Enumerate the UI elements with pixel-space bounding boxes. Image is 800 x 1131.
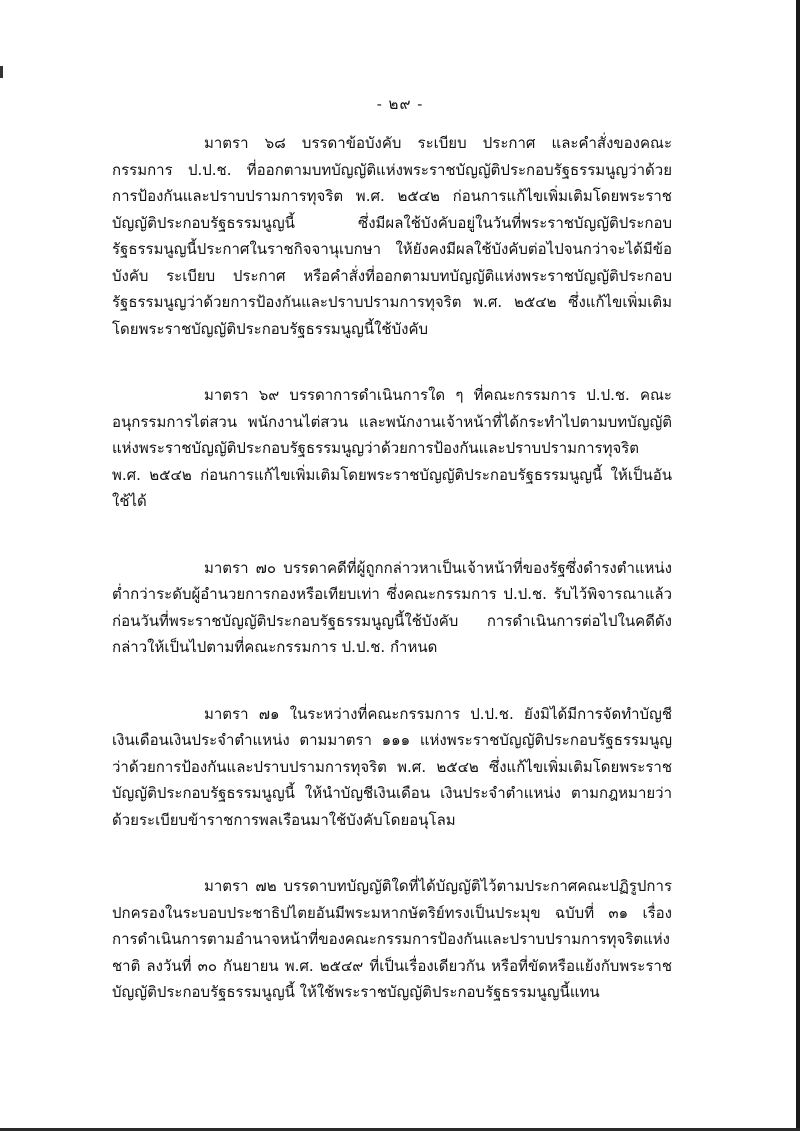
section-68: มาตรา ๖๘ บรรดาข้อบังคับ ระเบียบ ประกาศ และคำสั่งของคณะกรรมการ ป.ป.ช. ที่ออกตามบทบัญญัติแห่งพระราชบัญญัติประกอบรัฐธรรมนูญว่าด้วยการป้องกันและปราบปรามการทุจริต พ.ศ. ๒๕๔๒ ก่อนการแก้ไขเพิ่มเติมโดยพระราชบัญญัติประกอบรัฐธรรมนูญนี้ ซึ่งมีผลใช้บังคับอยู่ในวันที่พระราชบัญญัติประกอบรัฐธรรมนูญนี้ประกาศในราชกิจจานุเบกษา ให้ยังคงมีผลใช้บังคับต่อไปจนกว่าจะได้มีข้อบังคับ ระเบียบ ประกาศ หรือคำสั่งที่ออกตามบทบัญญัติแห่งพระราชบัญญัติประกอบรัฐธรรมนูญว่าด้วยการป้องกันและปราบปรามการทุจริต พ.ศ. ๒๕๔๒ ซึ่งแก้ไขเพิ่มเติมโดยพระราชบัญญัติประกอบรัฐธรรมนูญนี้ใช้บังคับ (112, 134, 672, 338)
section-69: มาตรา ๖๙ บรรดาการดำเนินการใด ๆ ที่คณะกรรมการ ป.ป.ช. คณะอนุกรรมการไต่สวน พนักงานไต่สวน และพนักงานเจ้าหน้าที่ได้กระทำไปตามบทบัญญัติแห่งพระราชบัญญัติประกอบรัฐธรรมนูญว่าด้วยการป้องกันและปราบปรามการทุจริต พ.ศ. ๒๕๔๒ ก่อนการแก้ไขเพิ่มเติมโดยพระราชบัญญัติประกอบรัฐธรรมนูญนี้ ให้เป็นอันใช้ได้ (112, 386, 672, 510)
page-number: - ๒๙ - (376, 95, 424, 113)
section-71: มาตรา ๗๑ ในระหว่างที่คณะกรรมการ ป.ป.ช. ยังมิได้มีการจัดทำบัญชีเงินเดือนเงินประจำตำแหน่ง ตามมาตรา ๑๑๑ แห่งพระราชบัญญัติประกอบรัฐธรรมนูญว่าด้วยการป้องกันและปราบปรามการทุจริต พ.ศ. ๒๕๔๒ ซึ่งแก้ไขเพิ่มเติมโดยพระราชบัญญัติประกอบรัฐธรรมนูญนี้ ให้นำบัญชีเงินเดือน เงินประจำตำแหน่ง ตามกฎหมายว่าด้วยระเบียบข้าราชการพลเรือนมาใช้บังคับโดยอนุโลม (112, 704, 672, 829)
section-72: มาตรา ๗๒ บรรดาบทบัญญัติใดที่ได้บัญญัติไว้ตามประกาศคณะปฏิรูปการปกครองในระบอบประชาธิปไตยอันมีพระมหากษัตริย์ทรงเป็นประมุข ฉบับที่ ๓๑ เรื่อง การดำเนินการตามอำนาจหน้าที่ของคณะกรรมการป้องกันและปราบปรามการทุจริตแห่งชาติ ลงวันที่ ๓๐ กันยายน พ.ศ. ๒๕๔๙ ที่เป็นเรื่องเดียวกัน หรือที่ขัดหรือแย้งกับพระราชบัญญัติประกอบรัฐธรรมนูญนี้ ให้ใช้พระราชบัญญัติประกอบรัฐธรรมนูญนี้แทน (112, 877, 672, 1001)
scan-mark (0, 66, 3, 78)
scan-edge-right (796, 0, 800, 1131)
section-70: มาตรา ๗๐ บรรดาคดีที่ผู้ถูกกล่าวหาเป็นเจ้าหน้าที่ของรัฐซึ่งดำรงตำแหน่งต่ำกว่าระดับผู้อำนวยการกองหรือเทียบเท่า ซึ่งคณะกรรมการ ป.ป.ช. รับไว้พิจารณาแล้ว ก่อนวันที่พระราชบัญญัติประกอบรัฐธรรมนูญนี้ใช้บังคับ การดำเนินการต่อไปในคดีดังกล่าวให้เป็นไปตามที่คณะกรรมการ ป.ป.ช. กำหนด (112, 558, 672, 656)
document-body (112, 130, 672, 1046)
